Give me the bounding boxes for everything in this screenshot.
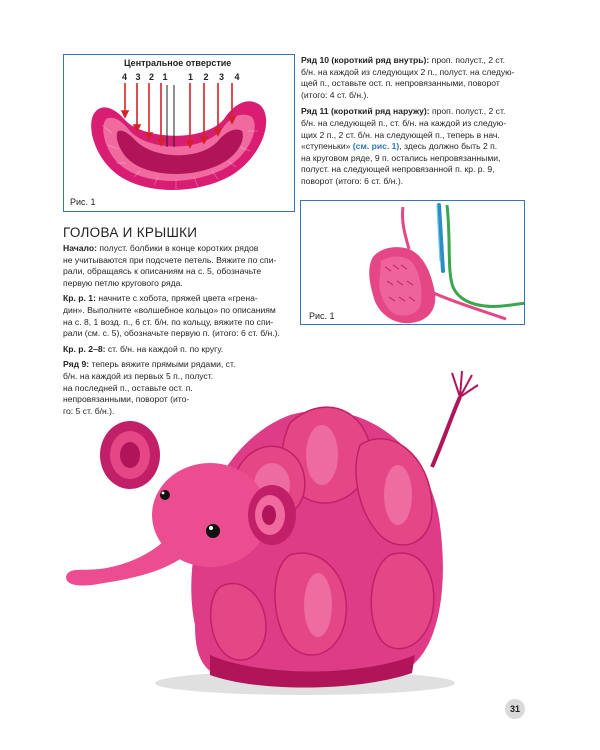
figure-right-frame <box>300 200 525 325</box>
diagram-numbers-left: 4 3 2 1 <box>122 72 168 82</box>
tail <box>432 397 460 467</box>
left-column-text: Начало: полуст. болбики в конце коротких рядов не учитываются при подсчете петель. Вяжите по спи- рали, обращаясь к описаниям на с. 5, обозначьте первую петлю кругового ряда. Кр. р. 1: начните с хобота, пряжей цвета «грена- дин». Выполните «волшебное кольцо» по описаниям на с. 8, 1 возд. п., 6 ст. б/н. по кольцу, вяжите по спи- рали (см. с. 5), обозначьте первую п. (итого: 6 ст. б/н.). Кр. р. 2–8: ст. б/н. на каждой п. по кругу. Ряд 9: теперь вяжите прямыми рядами, ст. б/н. на каждой из первых 5 п., полуст. на последней п., оставьте ост. п. непровязанными, поворот (ито- го: 5 ст. б/н.). <box>63 243 280 416</box>
page-number: 31 <box>505 699 525 719</box>
section-title: ГОЛОВА И КРЫШКИ <box>63 225 198 240</box>
figure-left-frame <box>63 54 295 212</box>
row9-label: Ряд 9: <box>63 359 90 370</box>
figure-left-caption: Рис. 1 <box>70 197 96 207</box>
hook-and-yarn-photo <box>301 201 525 325</box>
diagram-numbers-right: 1 2 3 4 <box>188 72 240 82</box>
elephant-eye-left <box>160 490 170 500</box>
elephant-trunk <box>66 535 190 585</box>
right-column-text: Ряд 10 (короткий ряд внутрь): проп. полуст., 2 ст. б/н. на каждой из следующих 2 п., полуст. на следую- щей п., оставьте ост. п. непровязанными, поворот (итого: 4 ст. б/н.). Ряд 11 (короткий ряд наружу): проп. полуст., 2 ст. б/н. на следующей п., ст. б/н. на каждой из следую- щих 2 п., 2 ст. б/н. на следующей п., теперь в нач. «ступеньки» (см. рис. 1), здесь должно быть 2 п. на круговом ряде, 9 п. остались непровязанными, полуст. на следующей непровязанной п. кр. р. 9, поворот (итого: 6 ст. б/н.). <box>301 55 515 186</box>
crochet-elephant-ball-illustration <box>60 355 500 705</box>
row10-label: Ряд 10 (короткий ряд внутрь): <box>301 55 430 65</box>
figure-right-caption: Рис. 1 <box>309 311 335 321</box>
tail-tassel <box>452 371 478 397</box>
figure-reference-link[interactable]: (см. рис. 1) <box>352 141 400 152</box>
start-label: Начало: <box>63 243 97 253</box>
round1-label: Кр. р. 1: <box>63 293 96 304</box>
diagram-title: Центральное отверстие <box>124 58 232 68</box>
crochet-half-circle-illustration <box>64 55 295 212</box>
row11-label: Ряд 11 (короткий ряд наружу): <box>301 106 430 117</box>
rounds2-8-label: Кр. р. 2–8: <box>63 343 106 354</box>
elephant-eye-right <box>206 524 220 538</box>
